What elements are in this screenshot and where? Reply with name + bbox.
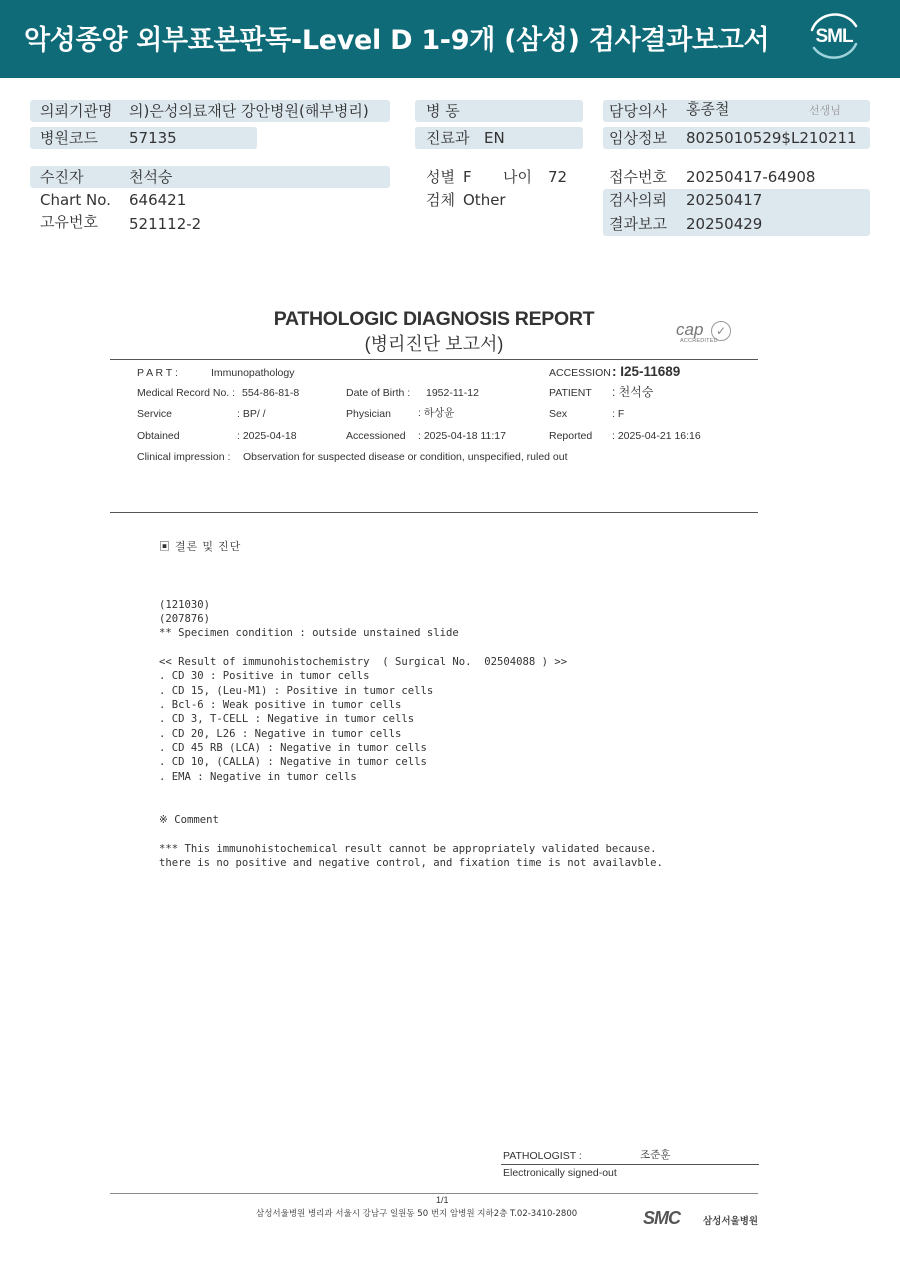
report-title-en: PATHOLOGIC DIAGNOSIS REPORT xyxy=(273,308,595,330)
report-date-label: 결과보고 xyxy=(609,215,667,233)
institution-value: 의)은성의료재단 강안병원(해부병리) xyxy=(129,102,369,120)
age-value: 72 xyxy=(548,168,568,186)
diagnosis-line: . CD 15, (Leu-M1) : Positive in tumor cells xyxy=(159,684,434,697)
report-sex-value: : F xyxy=(612,408,625,420)
reported-value: : 2025-04-21 16:16 xyxy=(612,430,701,442)
sml-logo xyxy=(806,12,862,62)
diagnosis-line: . CD 30 : Positive in tumor cells xyxy=(159,670,370,683)
diagnosis-line: ※ Comment xyxy=(159,813,219,826)
service-label: Service xyxy=(137,408,173,420)
patient-row-bg xyxy=(30,166,390,188)
reported-label: Reported xyxy=(549,430,593,442)
footer-address: 삼성서울병원 병리과 서울시 강남구 일원동 50 번지 암병원 지하2층 T.02-3410-2800 xyxy=(256,1209,578,1219)
logo-text: SML xyxy=(815,26,853,47)
department-label: 진료과 xyxy=(426,129,470,147)
dob-label: Date of Birth : xyxy=(346,387,411,399)
clinical-info-label: 임상정보 xyxy=(609,129,667,147)
clinical-info-value: 8025010529$L210211 xyxy=(686,129,857,147)
smc-logo: SMC xyxy=(643,1208,680,1228)
report-sex-label: Sex xyxy=(549,408,568,420)
chart-value: 646421 xyxy=(129,191,187,209)
diagnosis-line: *** This immunohistochemical result cannot be appropriately validated because. xyxy=(159,842,657,855)
unique-value: 521112-2 xyxy=(129,215,202,233)
obtained-label: Obtained xyxy=(137,430,180,442)
accessioned-label: Accessioned xyxy=(346,430,406,442)
diagnosis-line xyxy=(159,799,663,813)
dob-value: 1952-11-12 xyxy=(426,387,479,399)
chart-label: Chart No. xyxy=(40,191,111,209)
cap-logo-subtext: ACCREDITED xyxy=(680,338,718,344)
diagnosis-line: . EMA : Negative in tumor cells xyxy=(159,770,357,783)
unique-label: 고유번호 xyxy=(40,213,98,231)
part-value: Immunopathology xyxy=(211,367,295,379)
clinical-impression-value: Observation for suspected disease or condition, unspecified, ruled out xyxy=(243,451,568,463)
doctor-value: 홍종철 xyxy=(686,100,730,118)
check-icon: ✓ xyxy=(711,321,731,341)
diagnosis-line: . Bcl-6 : Weak positive in tumor cells xyxy=(159,699,402,712)
institution-label: 의뢰기관명 xyxy=(40,102,113,120)
diagnosis-text xyxy=(159,569,663,885)
pathologist-name: 조준훈 xyxy=(640,1149,671,1161)
receipt-value: 20250417-64908 xyxy=(686,168,816,186)
diagnosis-line: there is no positive and negative control, and fixation time is not availavble. xyxy=(159,856,663,869)
physician-label: Physician xyxy=(346,408,391,420)
clinical-impression-label: Clinical impression : xyxy=(137,451,231,463)
diagnosis-line: (207876) xyxy=(159,613,211,626)
diagnosis-line: . CD 3, T-CELL : Negative in tumor cells xyxy=(159,713,415,726)
report-patient-value: : 천석숭 xyxy=(612,385,654,399)
specimen-value: Other xyxy=(463,191,506,209)
diagnosis-line xyxy=(159,784,663,798)
sex-value: F xyxy=(463,168,472,186)
report-top-divider xyxy=(110,359,758,360)
request-value: 20250417 xyxy=(686,191,763,209)
diagnosis-lines xyxy=(159,598,663,871)
report-body-divider xyxy=(110,512,758,513)
request-label: 검사의뢰 xyxy=(609,191,667,209)
diagnosis-line: ** Specimen condition : outside unstained slide xyxy=(159,627,459,640)
sex-label: 성별 xyxy=(426,168,455,186)
pathologist-label: PATHOLOGIST : xyxy=(503,1150,582,1162)
diagnosis-line xyxy=(159,827,663,841)
hospital-code-label: 병원코드 xyxy=(40,129,98,147)
service-value: : BP/ / xyxy=(237,408,266,420)
diagnosis-line: << Result of immunohistochemistry ( Surgical No. 02504088 ) >> xyxy=(159,656,568,669)
patient-value: 천석숭 xyxy=(129,168,173,186)
diagnosis-line: (121030) xyxy=(159,598,211,611)
patient-label: 수진자 xyxy=(40,168,84,186)
header-banner xyxy=(0,0,900,78)
hospital-code-value: 57135 xyxy=(129,129,177,147)
signed-out-text: Electronically signed-out xyxy=(503,1167,617,1179)
ward-label: 병 동 xyxy=(426,102,460,120)
age-label: 나이 xyxy=(503,168,532,186)
report-title-ko: (병리진단 보고서) xyxy=(364,334,504,354)
accessioned-value: : 2025-04-18 11:17 xyxy=(418,430,506,442)
footer-divider xyxy=(110,1193,758,1194)
accession-value: : I25-11689 xyxy=(612,364,681,379)
doctor-label: 담당의사 xyxy=(609,102,667,120)
receipt-label: 접수번호 xyxy=(609,168,667,186)
signature-line xyxy=(501,1164,759,1165)
hospital-name: 삼성서울병원 xyxy=(703,1216,759,1227)
part-label: P A R T : xyxy=(137,367,178,379)
specimen-label: 검체 xyxy=(426,191,455,209)
diagnosis-line xyxy=(159,641,663,655)
report-title: 악성종양 외부표본판독-Level D 1-9개 (삼성) 검사결과보고서 xyxy=(24,25,770,56)
cap-logo-text: cap xyxy=(676,320,704,339)
diagnosis-heading: ▣ 결론 및 진단 xyxy=(159,541,242,553)
diagnosis-line: . CD 45 RB (LCA) : Negative in tumor cells xyxy=(159,742,427,755)
diagnosis-line: . CD 20, L26 : Negative in tumor cells xyxy=(159,727,402,740)
physician-value: : 하상윤 xyxy=(418,407,455,419)
department-value: EN xyxy=(484,129,505,147)
page-number: 1/1 xyxy=(436,1195,449,1205)
obtained-value: : 2025-04-18 xyxy=(237,430,297,442)
accession-label: ACCESSION xyxy=(549,367,611,379)
mrn-value: 554-86-81-8 xyxy=(242,387,300,399)
mrn-label: Medical Record No. : xyxy=(137,387,236,399)
report-patient-label: PATIENT xyxy=(549,387,592,399)
report-date-value: 20250429 xyxy=(686,215,763,233)
doctor-suffix: 선생님 xyxy=(809,104,841,117)
diagnosis-line: . CD 10, (CALLA) : Negative in tumor cells xyxy=(159,756,427,769)
